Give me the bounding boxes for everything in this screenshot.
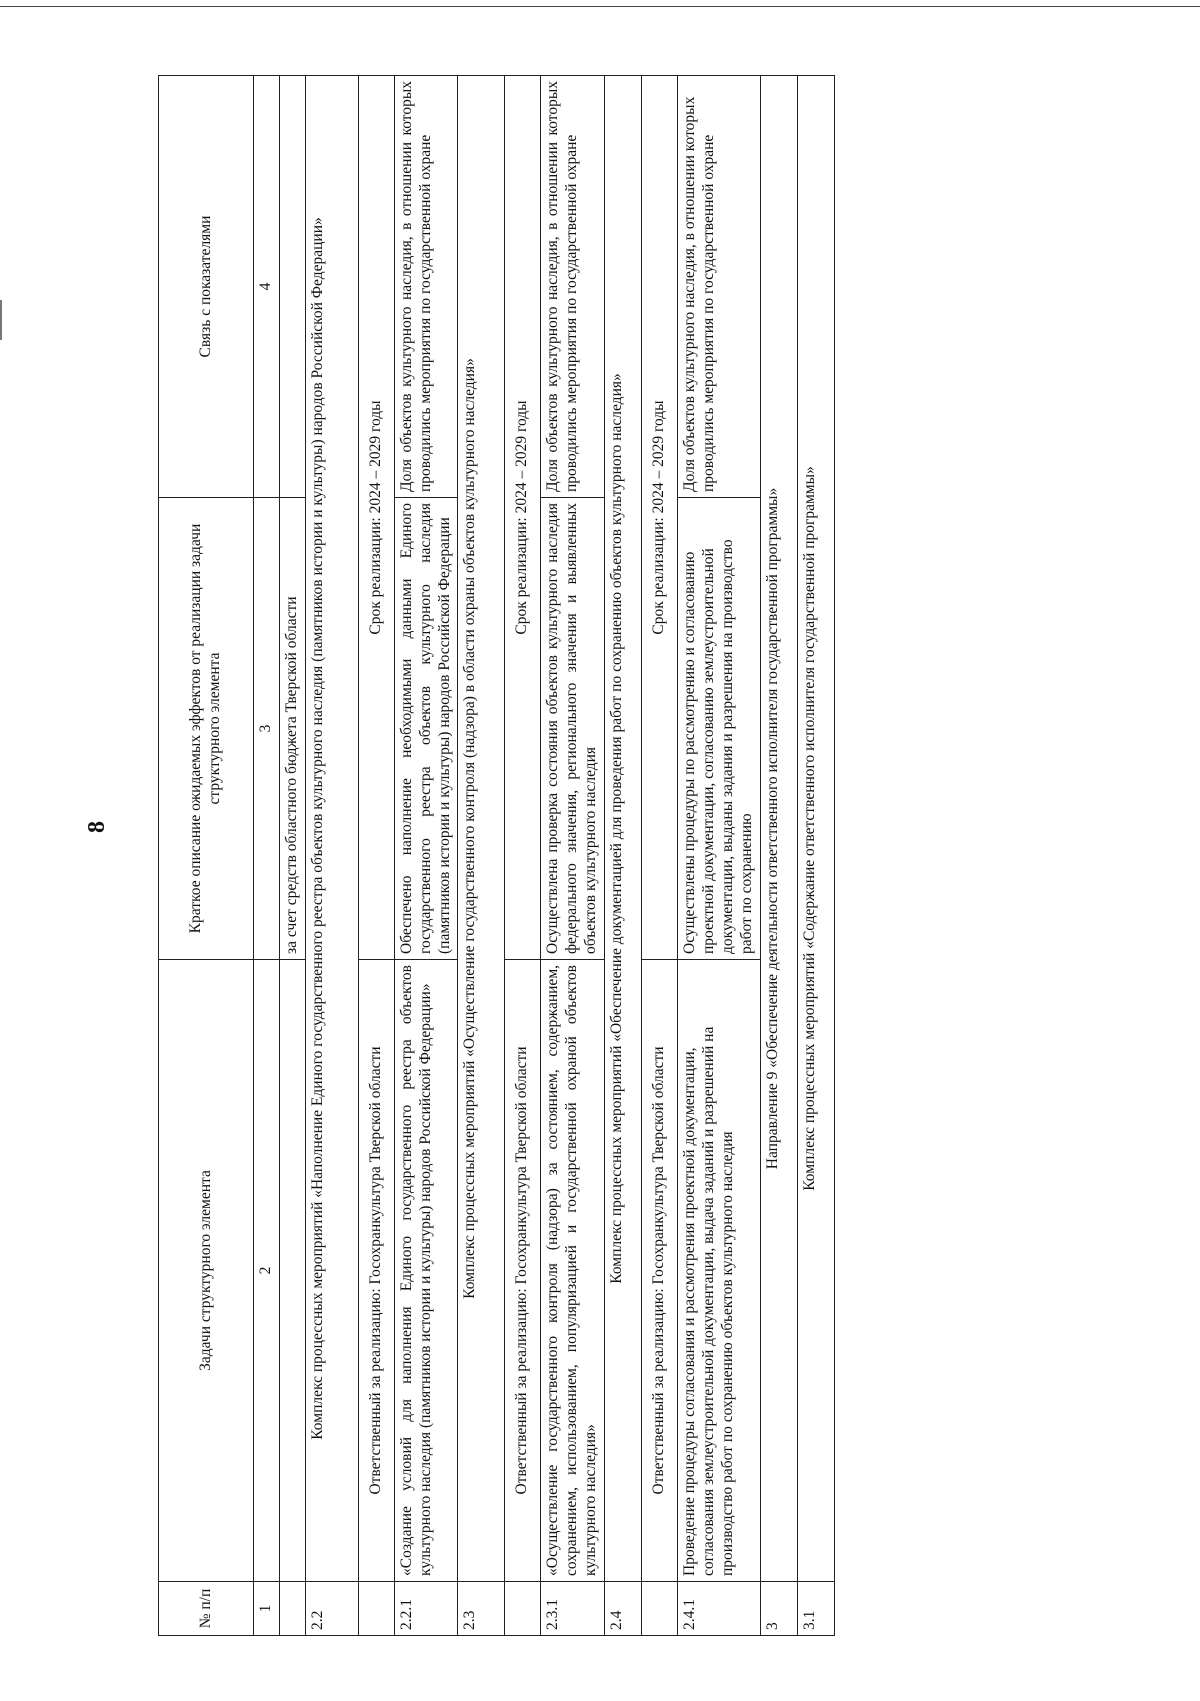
task-text: «Создание условий для наполнения Единого государственного реестра объектов культурного наследия (памятников истории и культуры) народов Российской Федерации»	[394, 960, 458, 1582]
section-responsible: Ответственный за реализацию: Госохранкультура Тверской области	[642, 960, 678, 1582]
task-indicator: Доля объектов культурного наследия, в отношении которых проводились мероприятия по государственной охране	[677, 76, 760, 498]
complex-row	[797, 76, 834, 1636]
task-row	[394, 76, 458, 1636]
direction-title: Направление 9 «Обеспечение деятельности ответственного исполнителя государственной программы»	[760, 76, 797, 1582]
section-meta-row	[642, 76, 678, 1636]
complex-title: Комплекс процессных мероприятий «Содержание ответственного исполнителя государственной программы»	[797, 76, 834, 1582]
col-number-1: 1	[254, 1582, 280, 1636]
complex-number: 3.1	[797, 1582, 834, 1636]
task-effect: Осуществлены процедуры по рассмотрению и согласованию проектной документации, согласованию землеустроительной документации, выданы задания и разрешения на производство работ по сохранению	[677, 498, 760, 960]
task-effect: Осуществлена проверка состояния объектов культурного наследия федерального значения, регионального значения и выявленных объектов культурного наследия	[541, 498, 605, 960]
scan-edge-mark	[0, 300, 2, 340]
section-term: Срок реализации: 2024 – 2029 годы	[358, 76, 394, 960]
task-indicator: Доля объектов культурного наследия, в отношении которых проводились мероприятия по государственной охране	[394, 76, 458, 498]
table-header-row	[159, 76, 254, 1636]
continuation-row	[279, 76, 305, 1636]
section-number: 2.3	[458, 1582, 505, 1636]
col-number-3: 3	[254, 498, 280, 960]
task-number: 2.2.1	[394, 1582, 458, 1636]
section-title-row	[458, 76, 505, 1636]
task-text: Проведение процедуры согласования и рассмотрения проектной документации, согласования землеустроительной документации, выдача заданий и разрешений на производство работ по сохранению объектов культурного наследия	[677, 960, 760, 1582]
direction-row	[760, 76, 797, 1636]
section-meta-row	[358, 76, 394, 1636]
header-indicators: Связь с показателями	[159, 76, 254, 498]
col-number-4: 4	[254, 76, 280, 498]
section-title-row	[305, 76, 358, 1636]
task-effect: Обеспечено наполнение необходимыми данными Единого государственного реестра объектов культурного наследия (памятников истории и культуры) народов Российской Федерации	[394, 498, 458, 960]
section-title: Комплекс процессных мероприятий «Обеспечение документацией для проведения работ по сохранению объектов культурного наследия»	[605, 76, 642, 1582]
section-meta-row	[505, 76, 541, 1636]
task-indicator: Доля объектов культурного наследия, в отношении которых проводились мероприятия по государственной охране	[541, 76, 605, 498]
header-tasks: Задачи структурного элемента	[159, 960, 254, 1582]
section-responsible: Ответственный за реализацию: Госохранкультура Тверской области	[358, 960, 394, 1582]
section-number: 2.2	[305, 1582, 358, 1636]
header-number: № п/п	[159, 1582, 254, 1636]
section-term: Срок реализации: 2024 – 2029 годы	[505, 76, 541, 960]
rotated-table-container	[158, 76, 1078, 1636]
structural-elements-table	[158, 75, 835, 1636]
section-title: Комплекс процессных мероприятий «Осуществление государственного контроля (надзора) в области охраны объектов культурного наследия»	[458, 76, 505, 1582]
continuation-effect: за счет средств областного бюджета Тверской области	[279, 498, 305, 960]
scan-edge-line	[0, 6, 1200, 7]
section-responsible: Ответственный за реализацию: Госохранкультура Тверской области	[505, 960, 541, 1582]
task-number: 2.4.1	[677, 1582, 760, 1636]
section-title: Комплекс процессных мероприятий «Наполнение Единого государственного реестра объектов культурного наследия (памятников истории и культуры) народов Российской Федерации»	[305, 76, 358, 1582]
column-numbering-row	[254, 76, 280, 1636]
task-text: «Осуществление государственного контроля (надзора) за состоянием, содержанием, сохранением, использованием, популяризацией и государственной охраной объектов культурного наследия»	[541, 960, 605, 1582]
section-term: Срок реализации: 2024 – 2029 годы	[642, 76, 678, 960]
section-title-row	[605, 76, 642, 1636]
task-row	[541, 76, 605, 1636]
direction-number: 3	[760, 1582, 797, 1636]
task-number: 2.3.1	[541, 1582, 605, 1636]
page-number: 8	[83, 821, 110, 833]
header-effects: Краткое описание ожидаемых эффектов от реализации задачи структурного элемента	[159, 498, 254, 960]
section-number: 2.4	[605, 1582, 642, 1636]
col-number-2: 2	[254, 960, 280, 1582]
task-row	[677, 76, 760, 1636]
